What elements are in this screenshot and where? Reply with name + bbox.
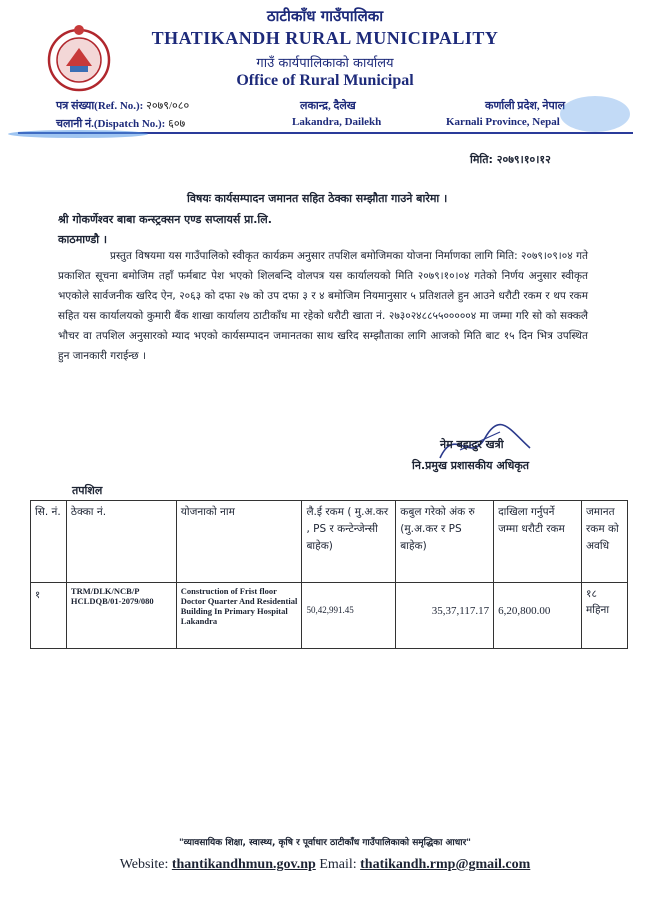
municipality-name-nepali: ठाटीकाँध गाउँपालिका xyxy=(266,7,384,25)
location-english: Lakandra, Dailekh xyxy=(292,116,382,128)
ink-smudge xyxy=(8,130,148,138)
office-name-nepali: गाउँ कार्यपालिकाको कार्यालय xyxy=(256,56,394,71)
table-caption: तपशिल xyxy=(72,484,103,497)
signer-title: नि.प्रमुख प्रशासकीय अधिकृत xyxy=(412,459,530,472)
website-label: Website: xyxy=(119,857,169,872)
ref-number: पत्र संख्या(Ref. No.): २०७९/०८० xyxy=(56,100,190,112)
letter-date: मिति: २०७९।१०।१२ xyxy=(470,153,551,166)
email-label: Email: xyxy=(319,857,357,872)
cell-deposit: 6,20,800.00 xyxy=(494,583,582,649)
header-bid: कबुल गरेको अंक रु (मु.अ.कर र PS बाहेक) xyxy=(396,501,494,583)
municipality-name-english: THATIKANDH RURAL MUNICIPALITY xyxy=(151,28,499,48)
cell-plan: Construction of Frist floor Doctor Quarter And Residential Building In Primary Hospital Lakandra xyxy=(176,583,302,649)
province-nepali: कर्णाली प्रदेश, नेपाल xyxy=(485,100,566,112)
header-plan: योजनाको नाम xyxy=(176,501,302,583)
website-link[interactable]: thantikandhmun.gov.np xyxy=(171,857,316,872)
location-nepali: लकान्द्र, दैलेख xyxy=(300,100,356,112)
cell-sn: १ xyxy=(31,583,67,649)
footer-slogan: "व्यावसायिक शिक्षा, स्वास्थ्य, कृषि र पूर्वाधार ठाटीकाँध गाउँपालिकाको समृद्धिका आधार" xyxy=(178,838,471,848)
header-cost: लै.ई रकम ( मु.अ.कर , PS र कन्टेन्जेन्सी बाहेक) xyxy=(302,501,396,583)
table-row xyxy=(31,583,628,649)
office-name-english: Office of Rural Municipal xyxy=(236,72,414,89)
addressee: श्री गोकर्णेश्वर बाबा कन्स्ट्रक्सन एण्ड सप्लायर्स प्रा.लि. xyxy=(58,213,272,226)
cell-bid: 35,37,117.17 xyxy=(396,583,494,649)
addressee-city: काठमाण्डौ । xyxy=(58,233,108,246)
header-guarantee: जमानत रकम को अवधि xyxy=(581,501,627,583)
cell-contract: TRM/DLK/NCB/P HCLDQB/01-2079/080 xyxy=(66,583,176,649)
header-contract: ठेक्का नं. xyxy=(66,501,176,583)
contract-table xyxy=(30,500,628,649)
province-english: Karnali Province, Nepal xyxy=(446,116,560,128)
ink-smudge xyxy=(560,96,630,132)
cell-cost: 50,42,991.45 xyxy=(302,583,396,649)
header-sn: सि. नं. xyxy=(31,501,67,583)
footer-contact xyxy=(0,857,650,873)
dispatch-number: चलानी नं.(Dispatch No.): ६०७ xyxy=(56,118,186,130)
header-deposit: दाखिला गर्नुपर्ने जम्मा धरौटी रकम xyxy=(494,501,582,583)
letter-body: प्रस्तुत विषयमा यस गाउँपालिको स्वीकृत कार्यक्रम अनुसार तपशिल बमोजिमका योजना निर्माणका लागि मिति: २०७९।०९।०४ गते प्रकाशित सूचना बमोजिम तहाँ फर्मबाट पेश भएको शिलबन्दि वोलपत्र यस कार्यालयको मिति २०७९।१०।०४ गतेको निर्णय अनुसार स्वीकृत भएकोले सार्वजनीक खरिद ऐन, २०६३ को दफा २७ को उप दफा ३ र ४ बमोजिम नियमानुसार ५ प्रतिशतले हुन आउने धरौटी रकम र थप रकम सहित यस कार्यालयको कुमारी बैंक शाखा कार्यालय ठाटीकाँध मा रहेको धरौटी खाता नं. २७३०२४८८५५०००००४ मा जम्मा गरि सो को सक्कलै भौचर वा तपशिल अनुसारको म्याद भएको कार्यसम्पादन जमानतका साथ खरिद सम्झौताका लागि आजको मिति बाट १५ दिन भित्र उपस्थित हुन जानकारी गराईन्छ । xyxy=(58,250,588,362)
letter-subject: विषयः कार्यसम्पादन जमानत सहित ठेक्का सम्झौता गाउने बारेमा । xyxy=(187,192,448,205)
email-link[interactable]: thatikandh.rmp@gmail.com xyxy=(360,857,531,872)
table-header-row xyxy=(31,501,628,583)
cell-guarantee: १८ महिना xyxy=(581,583,627,649)
signer-name: नेम बहादुर खत्री xyxy=(440,438,504,451)
